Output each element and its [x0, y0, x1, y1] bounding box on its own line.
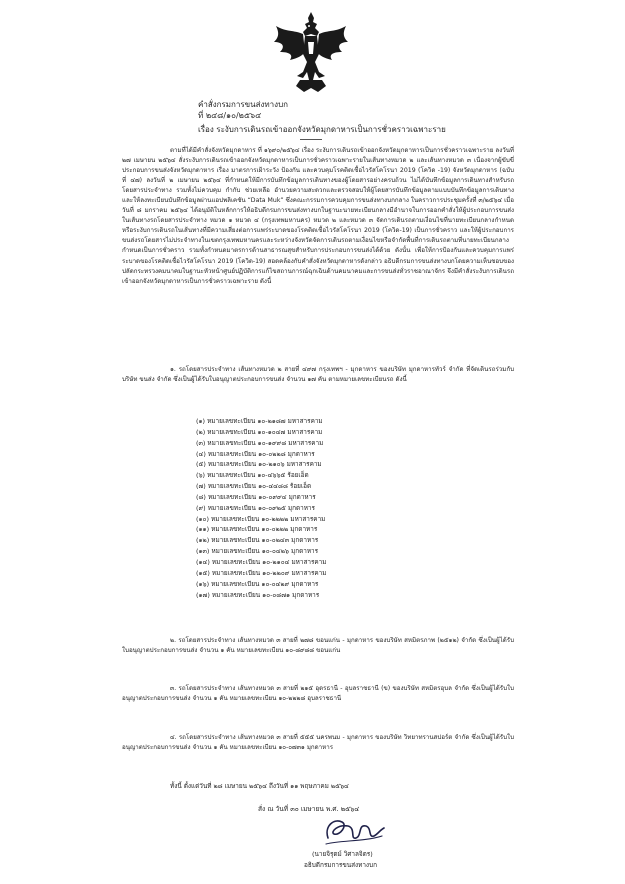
- plate-item: (๑๓) หมายเลขทะเบียน ๑๐-๐๔๒๖ มุกดาหาร: [196, 547, 319, 556]
- item-2-paragraph: ๒. รถโดยสารประจำทาง เส้นทางหมวด ๓ สายที่ ๒๗๘ ขอนแก่น - มุกดาหาร ของบริษัท สหมิตรภาพ (๒๕๑๒) จำกัด ซึ่งเป็นผู้ได้รับใบอนุญาตประกอบการขนส่ง จำนวน ๑ คัน หมายเลขทะเบียน ๑๐-๘๙๘๘ ขอนแก่น: [122, 637, 514, 655]
- item-3-paragraph: ๓. รถโดยสารประจำทาง เส้นทางหมวด ๓ สายที่ ๒๑๕ อุดรธานี - อุบลราชธานี (ข) ของบริษัท สหมิตรอุบล จำกัด ซึ่งเป็นผู้ได้รับใบอนุญาตประกอบการขนส่ง จำนวน ๑ คัน หมายเลขทะเบียน ๑๐-๒๒๒๘ อุบลราชธานี: [122, 685, 514, 703]
- plate-item: (๑๒) หมายเลขทะเบียน ๑๐-๐๒๔๓ มุกดาหาร: [196, 536, 319, 545]
- plate-list: [196, 416, 326, 600]
- order-subject: เรื่อง ระงับการเดินรถเข้าออกจังหวัดมุกดาหารเป็นการชั่วคราวเฉพาะราย: [198, 125, 446, 134]
- plate-item: (๑๕) หมายเลขทะเบียน ๑๐-๒๒๐๙ มหาสารคาม: [196, 568, 327, 577]
- preamble-paragraph: ตามที่ได้มีคำสั่งจังหวัดมุกดาหาร ที่ ๑๖๙๐/๒๕๖๔ เรื่อง ระงับการเดินรถเข้าออกจังหวัดมุกดาหารเป็นการชั่วคราวเฉพาะราย ลงวันที่ ๒๗ เมษายน ๒๕๖๔ สั่งระงับการเดินรถเข้าออกจังหวัดมุกดาหารเป็นการชั่วคราวเฉพาะรายในเส้นทางหมวด ๒ และเส้นทางหมวด ๓ เนื่องจากผู้ขับขี่ประกอบการขนส่งจังหวัดมุกดาหาร เรื่อง มาตรการเฝ้าระวัง ป้องกัน และควบคุมโรคติดเชื้อไวรัสโคโรนา 2019 (โควิด -19) จังหวัดมุกดาหาร (ฉบับที่ ๔๗) ลงวันที่ ๒ เมษายน ๒๕๖๔ ที่กำหนดให้มีการบันทึกข้อมูลการเดินทางของผู้โดยสารอย่างครบถ้วน ไม่ได้บันทึกข้อมูลการเดินทางสำหรับรถโดยสารประจำทาง รวมทั้งไม่ควบคุม กำกับ ช่วยเหลือ อำนวยความสะดวกและตรวจสอบให้ผู้โดยสารบันทึกข้อมูลตามแบบบันทึกข้อมูลการเดินทาง และให้ลงทะเบียนบันทึกข้อมูลผ่านแอปพลิเคชัน “Data Muk” ซึ่งคณะกรรมการควบคุมการขนส่งทางบกกลาง ในคราวการประชุมครั้งที่ ๓/๒๕๖๔ เมื่อวันที่ ๘ มกราคม ๒๕๖๔ ได้อนุมัติในหลักการให้อธิบดีกรมการขนส่งทางบกในฐานะนายทะเบียนกลางมีอำนาจในการออกคำสั่งให้ผู้ประกอบการขนส่งในเส้นทางรถโดยสารประจำทาง หมวด ๑ หมวด ๔ (กรุงเทพมหานคร) หมวด ๒ และหมวด ๓ จัดการเดินรถตามเงื่อนไขที่นายทะเบียนกลางกำหนดหรือระงับการเดินรถในเส้นทางที่มีความเสี่ยงต่อการแพร่ระบาดของโรคติดเชื้อไวรัสโคโรนา 2019 (โควิด-19) เป็นการชั่วคราว และให้ผู้ประกอบการขนส่งรถโดยสารไม่ประจำทางในเขตกรุงเทพมหานครและระหว่างจังหวัดจัดการเดินรถตามเงื่อนไขหรือจำกัดพื้นที่การเดินรถตามที่นายทะเบียนกลางกำหนดเป็นการชั่วคราว รวมทั้งกำหนดมาตรการด้านสาธารณสุขสำหรับการประกอบการขนส่งได้ด้วย ดังนั้น เพื่อให้การป้องกันและควบคุมการแพร่ระบาดของโรคติดเชื้อไวรัสโคโรนา 2019 (โควิด-19) สอดคล้องกับคำสั่งจังหวัดมุกดาหารดังกล่าว อธิบดีกรมการขนส่งทางบกโดยความเห็นชอบของปลัดกระทรวงคมนาคมในฐานะหัวหน้าศูนย์ปฏิบัติการแก้ไขสถานการณ์ฉุกเฉินด้านคมนาคมและการขนส่งทั่วราชอาณาจักร จึงมีคำสั่งระงับการเดินรถเข้าออกจังหวัดมุกดาหารเป็นการชั่วคราวเฉพาะราย ดังนี้: [122, 147, 514, 285]
- order-number: ที่ ๒๔๘/๑๐/๒๕๖๔: [198, 111, 262, 120]
- issuing-authority: คำสั่งกรมการขนส่งทางบก: [198, 100, 288, 109]
- item-4-paragraph: ๔. รถโดยสารประจำทาง เส้นทางหมวด ๓ สายที่ ๕๕๕ นครพนม - มุกดาหาร ของบริษัท วิทยาทรานสปอร์ต จำกัด ซึ่งเป็นผู้ได้รับใบอนุญาตประกอบการขนส่ง จำนวน ๑ คัน หมายเลขทะเบียน ๑๐-๐๗๓๑ มุกดาหาร: [122, 734, 514, 752]
- garuda-emblem: [272, 10, 350, 96]
- signatory-name: (นายจิรุตม์ วิศาลจิตร): [312, 850, 373, 858]
- order-date: สั่ง ณ วันที่ ๓๐ เมษายน พ.ศ. ๒๕๖๔: [258, 805, 360, 813]
- plate-item: (๔) หมายเลขทะเบียน ๑๐-๐๒๒๘ มุกดาหาร: [196, 449, 315, 458]
- handwritten-signature: [318, 812, 390, 852]
- plate-item: (๑๖) หมายเลขทะเบียน ๑๐-๐๔๒๙ มุกดาหาร: [196, 579, 319, 588]
- heading-divider: [300, 139, 322, 140]
- plate-item: (๒) หมายเลขทะเบียน ๑๐-๑๐๔๗ มหาสารคาม: [196, 427, 323, 436]
- plate-item: (๖) หมายเลขทะเบียน ๑๐-๔๖๖๕ ร้อยเอ็ด: [196, 471, 309, 480]
- plate-item: (๑๗) หมายเลขทะเบียน ๑๐-๐๘๗๑ มุกดาหาร: [196, 590, 320, 599]
- plate-item: (๙) หมายเลขทะเบียน ๑๐-๐๙๒๕ มุกดาหาร: [196, 503, 315, 512]
- plate-item: (๑๐) หมายเลขทะเบียน ๑๐-๒๒๒๒ มหาสารคาม: [196, 514, 326, 523]
- plate-item: (๗) หมายเลขทะเบียน ๑๐-๔๔๘๘ ร้อยเอ็ด: [196, 482, 312, 491]
- plate-item: (๓) หมายเลขทะเบียน ๑๐-๑๙๙๘ มหาสารคาม: [196, 438, 324, 447]
- item-1-paragraph: ๑. รถโดยสารประจำทาง เส้นทางหมวด ๒ สายที่ ๔๙๗ กรุงเทพฯ - มุกดาหาร ของบริษัท มุกดาหารทัวร์ จำกัด ที่จัดเดินรถร่วมกับบริษัท ขนส่ง จำกัด ซึ่งเป็นผู้ได้รับใบอนุญาตประกอบการขนส่ง จำนวน ๑๗ คัน ตามหมายเลขทะเบียนรถ ดังนี้: [122, 366, 514, 384]
- plate-item: (๘) หมายเลขทะเบียน ๑๐-๐๙๙๔ มุกดาหาร: [196, 492, 316, 501]
- plate-item: (๑) หมายเลขทะเบียน ๑๐-๒๑๘๗ มหาสารคาม: [196, 417, 323, 425]
- plate-item: (๑๔) หมายเลขทะเบียน ๑๐-๒๑๐๔ มหาสารคาม: [196, 557, 327, 566]
- plate-item: (๕) หมายเลขทะเบียน ๑๐-๒๑๐๖ มหาสารคาม: [196, 460, 322, 469]
- plate-item: (๑๑) หมายเลขทะเบียน ๑๐-๐๒๒๒ มุกดาหาร: [196, 525, 318, 534]
- signatory-title: อธิบดีกรมการขนส่งทางบก: [304, 861, 377, 869]
- effective-period: ทั้งนี้ ตั้งแต่วันที่ ๒๘ เมษายน ๒๕๖๔ ถึงวันที่ ๑๑ พฤษภาคม ๒๕๖๔: [170, 782, 349, 790]
